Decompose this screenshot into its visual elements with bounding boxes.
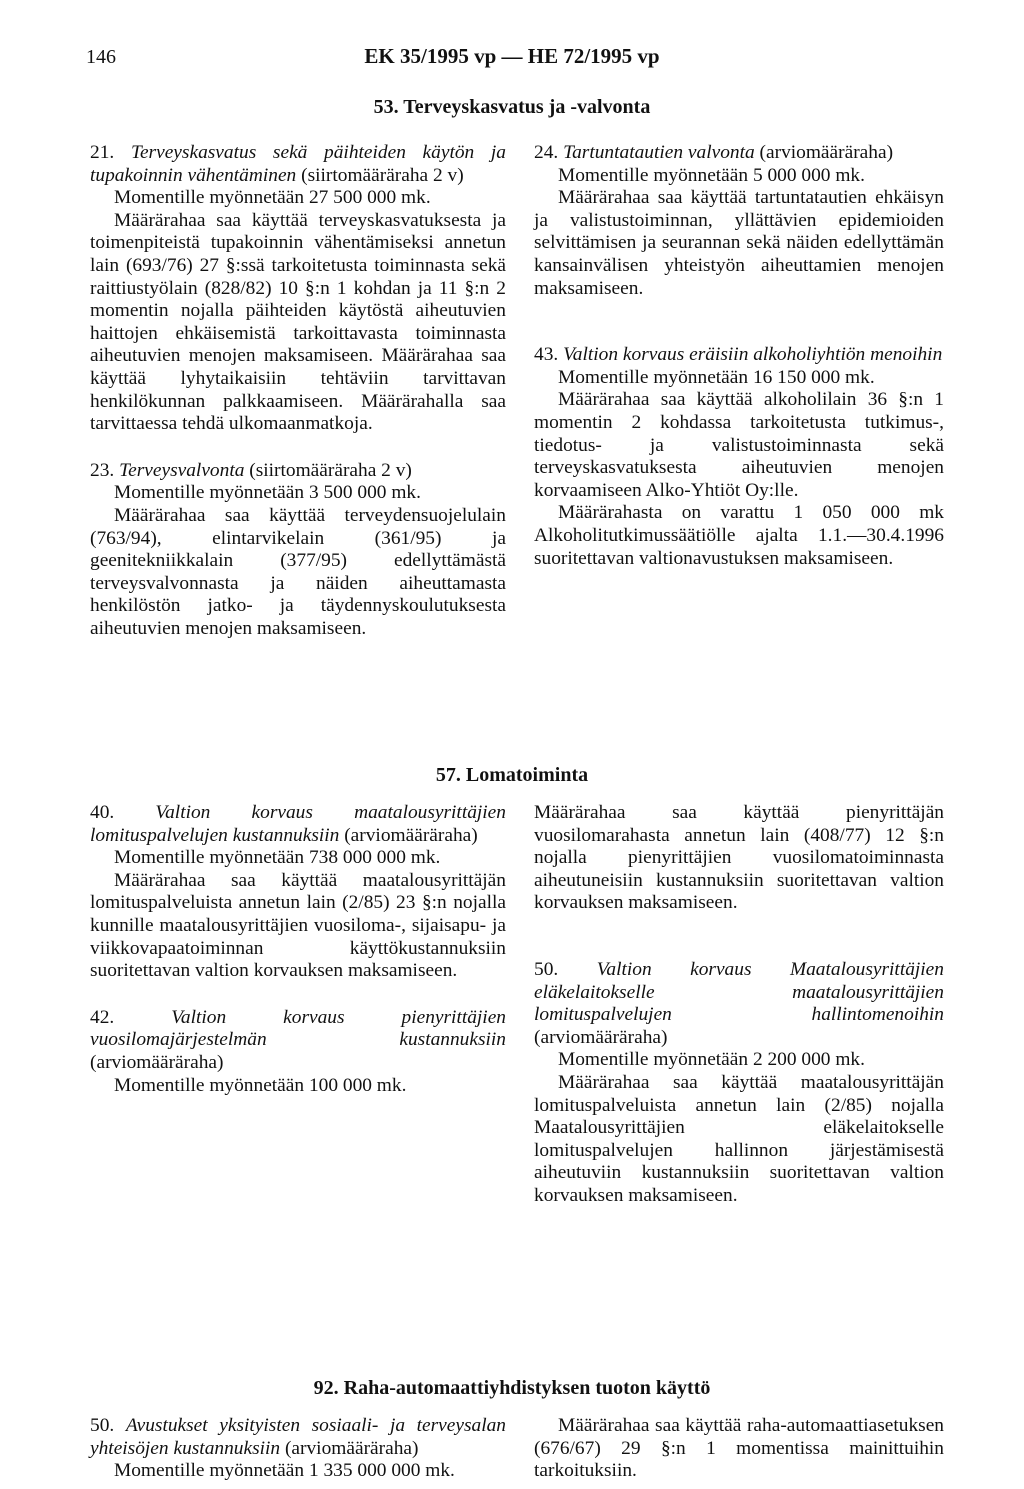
item-50-a-number: 50. bbox=[534, 958, 559, 980]
item-42-number: 42. bbox=[90, 1006, 115, 1028]
item-50-b bbox=[90, 1415, 506, 1483]
item-50-a-type: (arviomääräraha) bbox=[534, 1026, 668, 1048]
item-43-amount: Momentille myönnetään 16 150 000 mk. bbox=[558, 366, 875, 388]
item-40-body: Määrärahaa saa käyttää maatalousyrittäjän lomituspalveluista annetun lain (2/85) 23 §:n nojalla kunnille maatalousyrittäjien vuosiloma-, sijaisapu- ja viikkovapaatoiminnan käyttökustannuksiin suoritettavan valtion korvauksen maksamiseen. bbox=[90, 869, 506, 982]
item-21 bbox=[90, 142, 506, 436]
item-40-number: 40. bbox=[90, 802, 115, 823]
item-42 bbox=[90, 1007, 506, 1097]
item-21-number: 21. bbox=[90, 142, 115, 163]
item-42-title: Valtion korvaus pienyrittäjien vuosilomajärjestelmän kustannuksiin bbox=[90, 1006, 506, 1051]
item-21-title: Terveyskasvatus sekä päihteiden käytön ja tupakoinnin vähentäminen bbox=[90, 142, 507, 186]
item-40 bbox=[90, 802, 506, 983]
item-50-b-body: Määrärahaa saa käyttää raha-automaattiasetuksen (676/67) 29 §:n 1 momentissa mainittuihin tarkoituksiin. bbox=[534, 1415, 944, 1482]
column-left-53 bbox=[90, 142, 506, 640]
item-24-amount: Momentille myönnetään 5 000 000 mk. bbox=[558, 164, 865, 186]
item-23-title: Terveysvalvonta bbox=[119, 459, 245, 481]
item-21-body: Määrärahaa saa käyttää terveyskasvatuksesta ja toimenpiteistä tupakoinnin vähentämiseksi annetun lain (693/76) 27 §:ssä tarkoitetusta toiminnasta sekä raittiustyölain (828/82) 10 §:n 1 kohdan ja 11 §:n 2 momentin nojalla päihteiden käytöstä aiheutuvien haittojen ehkäisemistä tarkoittavasta toiminnasta aiheutuvien menojen maksamiseen. Määrärahaa saa käyttää lyhytaikaisiin tehtäviin tarvittavan henkilökunnan palkkaamiseen. Määrärahalla saa tarvittaessa tehdä ulkomaanmatkoja. bbox=[90, 209, 506, 435]
item-43-title: Valtion korvaus eräisiin alkoholiyhtiön menoihin bbox=[563, 344, 943, 366]
item-21-type: (siirtomääräraha 2 v) bbox=[301, 164, 464, 186]
column-right-92 bbox=[534, 1415, 944, 1483]
item-23-type: (siirtomääräraha 2 v) bbox=[249, 459, 412, 481]
item-42-type: (arviomääräraha) bbox=[90, 1051, 224, 1073]
column-left-92 bbox=[90, 1415, 506, 1483]
item-24-number: 24. bbox=[534, 142, 559, 163]
item-23-body: Määrärahaa saa käyttää terveydensuojelulain (763/94), elintarvikelain (361/95) ja geenitekniikkalain (377/95) edellyttämästä terveysvalvonnasta ja näiden aiheuttamasta henkilöstön jatko- ja täydennyskoulutuksesta aiheutuvien menojen maksamiseen. bbox=[90, 504, 506, 639]
column-right-57 bbox=[534, 802, 944, 1208]
item-50-b-number: 50. bbox=[90, 1415, 115, 1436]
item-24 bbox=[534, 142, 944, 300]
item-21-amount: Momentille myönnetään 27 500 000 mk. bbox=[114, 187, 431, 209]
item-50-b-amount: Momentille myönnetään 1 335 000 000 mk. bbox=[114, 1460, 455, 1482]
section-title-53: 53. Terveyskasvatus ja -valvonta bbox=[373, 96, 651, 118]
item-50-a-title: Valtion korvaus Maatalousyrittäjien eläkelaitokselle maatalousyrittäjien lomituspalvelujen hallintomenoihin bbox=[534, 958, 944, 1026]
item-50-b-type: (arviomääräraha) bbox=[284, 1437, 419, 1459]
item-40-type: (arviomääräraha) bbox=[344, 824, 478, 846]
page-header: EK 35/1995 vp — HE 72/1995 vp bbox=[364, 44, 660, 68]
item-23-amount: Momentille myönnetään 3 500 000 mk. bbox=[114, 482, 421, 504]
item-43-number: 43. bbox=[534, 344, 559, 366]
item-24-title: Tartuntatautien valvonta bbox=[563, 142, 755, 163]
item-50-a bbox=[534, 959, 944, 1208]
item-24-type: (arviomääräraha) bbox=[759, 142, 894, 163]
item-23 bbox=[90, 460, 506, 641]
item-40-amount: Momentille myönnetään 738 000 000 mk. bbox=[114, 847, 441, 869]
item-42-body: Määrärahaa saa käyttää pienyrittäjän vuosilomarahasta annetun lain (408/77) 12 §:n nojalla pienyrittäjien vuosilomatoiminnasta aiheutuneisiin kustannuksiin suoritettavan valtion korvauksen maksamiseen. bbox=[534, 802, 944, 914]
page-number: 146 bbox=[86, 46, 116, 68]
item-50-b-title: Avustukset yksityisten sosiaali- ja terveysalan yhteisöjen kustannuksiin bbox=[90, 1415, 506, 1459]
column-right-53 bbox=[534, 142, 944, 570]
section-title-92: 92. Raha-automaattiyhdistyksen tuoton käyttö bbox=[313, 1377, 711, 1399]
section-title-57: 57. Lomatoiminta bbox=[435, 764, 589, 786]
item-50-a-body: Määrärahaa saa käyttää maatalousyrittäjän lomituspalveluista annetun lain (2/85) nojalla Maatalousyrittäjien eläkelaitokselle lomituspalvelujen hallinnon järjestämisestä aiheutuviin kustannuksiin suoritettavan valtion korvauksen maksamiseen. bbox=[534, 1071, 944, 1206]
item-43-body: Määrärahaa saa käyttää alkoholilain 36 §:n 1 momentin 2 kohdassa tarkoitetusta tutkimus-, tiedotus- ja valistustoiminnasta sekä terveyskasvatuksesta aiheutuvien menojen korvaamiseen Alko-Yhtiöt Oy:lle. bbox=[534, 389, 944, 501]
item-42-amount: Momentille myönnetään 100 000 mk. bbox=[114, 1074, 407, 1096]
item-24-body: Määrärahaa saa käyttää tartuntatautien ehkäisyn ja valistustoiminnan, yllättävien epidemioiden selvittämisen ja seurannan sekä näiden edellyttämän kansainvälisen yhteistyön aiheuttamien menojen maksamiseen. bbox=[534, 187, 944, 299]
item-43 bbox=[534, 344, 944, 570]
item-43-body-2: Määrärahasta on varattu 1 050 000 mk Alkoholitutkimussäätiölle ajalta 1.1.—30.4.1996 suoritettavan valtionavustuksen maksamiseen. bbox=[534, 502, 944, 569]
item-40-title: Valtion korvaus maatalousyrittäjien lomituspalvelujen kustannuksiin bbox=[90, 802, 506, 846]
item-23-number: 23. bbox=[90, 459, 115, 481]
column-left-57 bbox=[90, 802, 506, 1222]
item-50-a-amount: Momentille myönnetään 2 200 000 mk. bbox=[558, 1049, 865, 1071]
